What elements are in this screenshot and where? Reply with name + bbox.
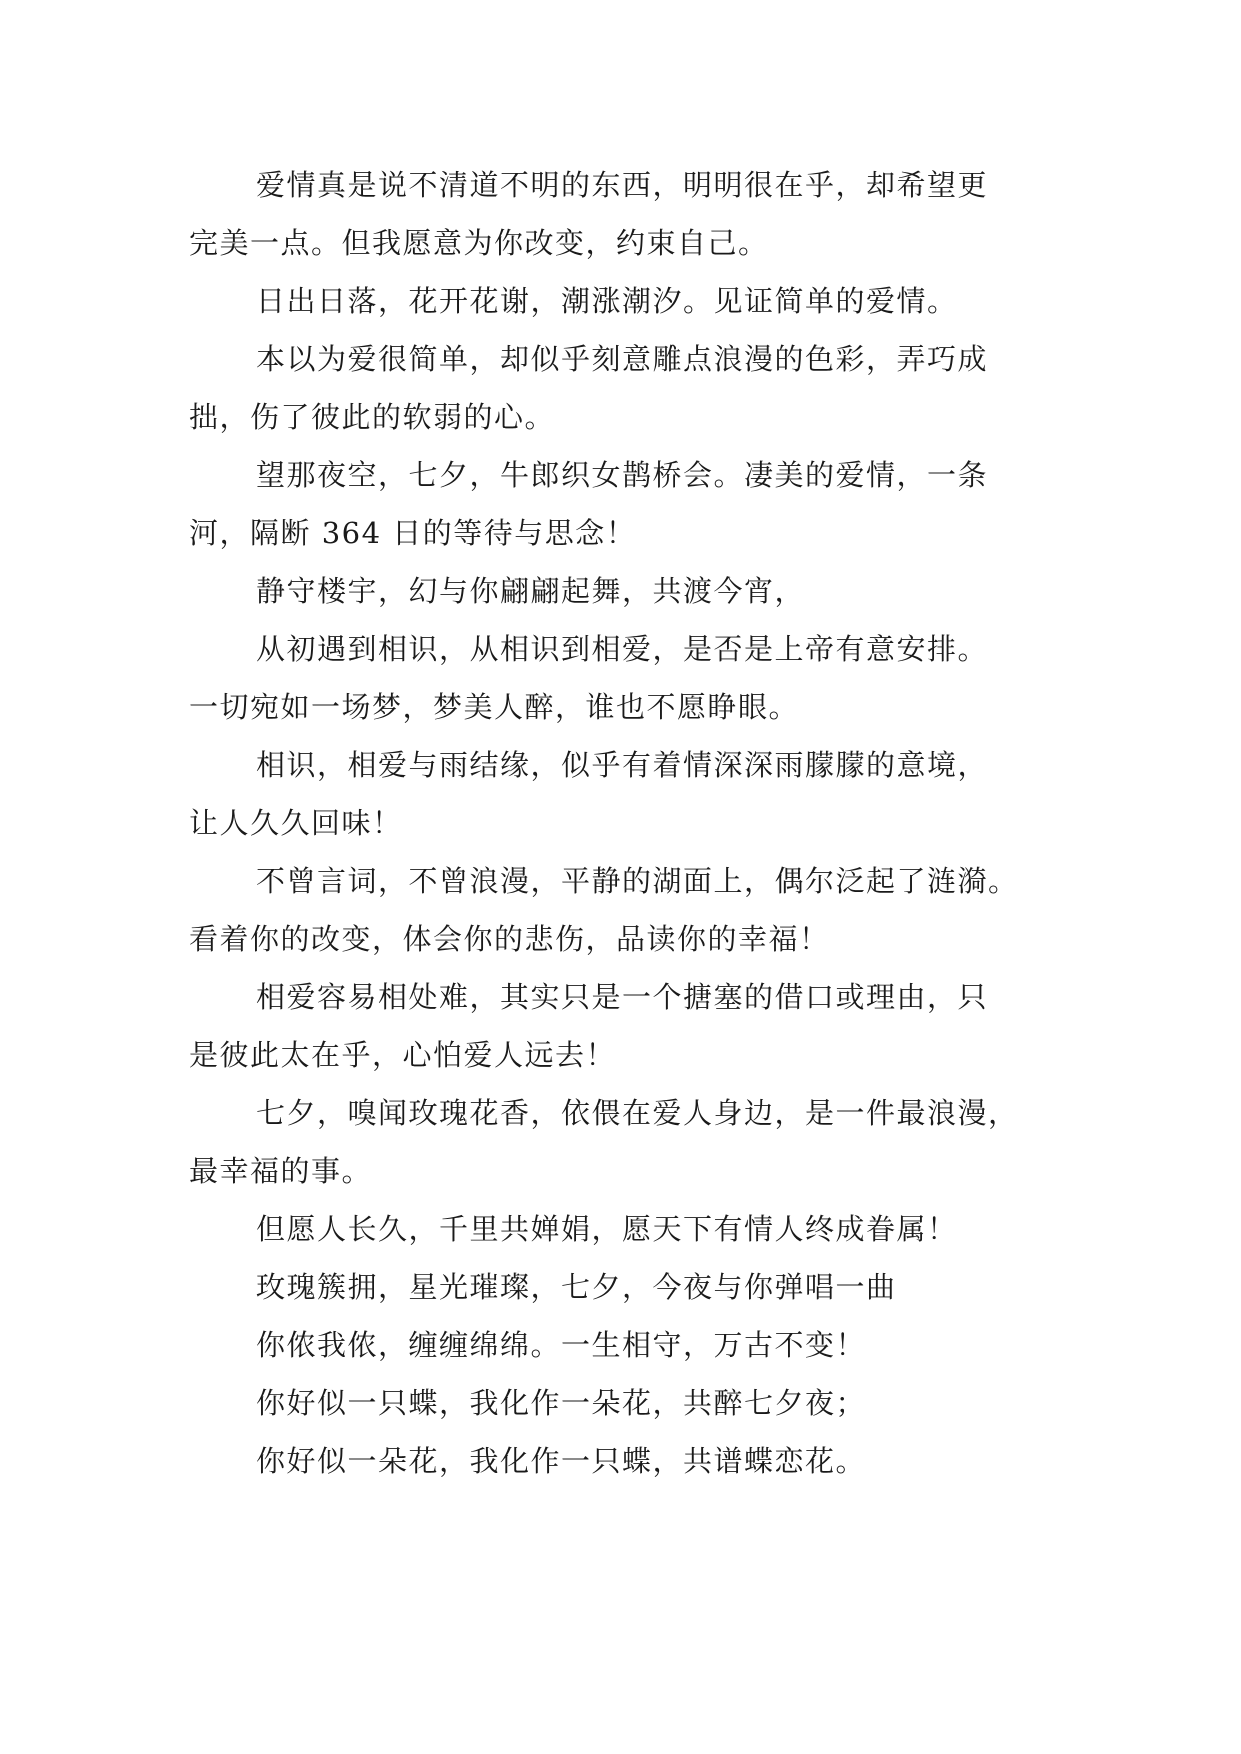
paragraph-line: 但愿人长久，千里共婵娟，愿天下有情人终成眷属！ [256, 1212, 958, 1246]
paragraph-12 [189, 1258, 1069, 1316]
paragraph-line: 完美一点。但我愿意为你改变，约束自己。 [189, 226, 769, 260]
paragraph-line: 一切宛如一场梦，梦美人醉，谁也不愿睁眼。 [189, 690, 800, 724]
paragraph-line: 你好似一只蝶，我化作一朵花，共醉七夕夜； [256, 1386, 867, 1420]
paragraph-line: 玫瑰簇拥，星光璀璨，七夕，今夜与你弹唱一曲 [256, 1270, 897, 1304]
paragraph-line: 从初遇到相识，从相识到相爱，是否是上帝有意安排。 [256, 632, 989, 666]
paragraph-line: 七夕，嗅闻玫瑰花香，依偎在爱人身边，是一件最浪漫， [256, 1096, 1019, 1130]
paragraph-line: 望那夜空，七夕，牛郎织女鹊桥会。凄美的爱情，一条 [256, 458, 989, 492]
paragraph-line: 相爱容易相处难，其实只是一个搪塞的借口或理由，只 [256, 980, 989, 1014]
paragraph-line: 本以为爱很简单，却似乎刻意雕点浪漫的色彩，弄巧成 [256, 342, 989, 376]
paragraph-line: 看着你的改变，体会你的悲伤，品读你的幸福！ [189, 922, 830, 956]
paragraph-line: 拙，伤了彼此的软弱的心。 [189, 400, 556, 434]
paragraph-8 [189, 852, 1069, 968]
paragraph-line: 爱情真是说不清道不明的东西，明明很在乎，却希望更 [256, 168, 989, 202]
paragraph-4 [189, 446, 1069, 562]
paragraph-line: 相识，相爱与雨结缘，似乎有着情深深雨朦朦的意境， [256, 748, 989, 782]
paragraph-line: 你侬我侬，缠缠绵绵。一生相守，万古不变！ [256, 1328, 867, 1362]
paragraph-10 [189, 1084, 1069, 1200]
paragraph-5 [189, 562, 1069, 620]
paragraph-line: 最幸福的事。 [189, 1154, 373, 1188]
document-body [189, 156, 1069, 1490]
paragraph-11 [189, 1200, 1069, 1258]
paragraph-14 [189, 1374, 1069, 1432]
paragraph-1 [189, 156, 1069, 272]
paragraph-line: 不曾言词，不曾浪漫，平静的湖面上，偶尔泛起了涟漪。 [256, 864, 1019, 898]
paragraph-line: 让人久久回味！ [189, 806, 403, 840]
paragraph-line: 河，隔断 364 日的等待与思念！ [189, 516, 637, 550]
paragraph-7 [189, 736, 1069, 852]
paragraph-13 [189, 1316, 1069, 1374]
paragraph-3 [189, 330, 1069, 446]
paragraph-line: 日出日落，花开花谢，潮涨潮汐。见证简单的爱情。 [256, 284, 958, 318]
paragraph-line: 是彼此太在乎，心怕爱人远去！ [189, 1038, 617, 1072]
paragraph-6 [189, 620, 1069, 736]
paragraph-9 [189, 968, 1069, 1084]
paragraph-line: 你好似一朵花，我化作一只蝶，共谱蝶恋花。 [256, 1444, 867, 1478]
paragraph-line: 静守楼宇，幻与你翩翩起舞，共渡今宵， [256, 574, 806, 608]
paragraph-15 [189, 1432, 1069, 1490]
paragraph-2 [189, 272, 1069, 330]
